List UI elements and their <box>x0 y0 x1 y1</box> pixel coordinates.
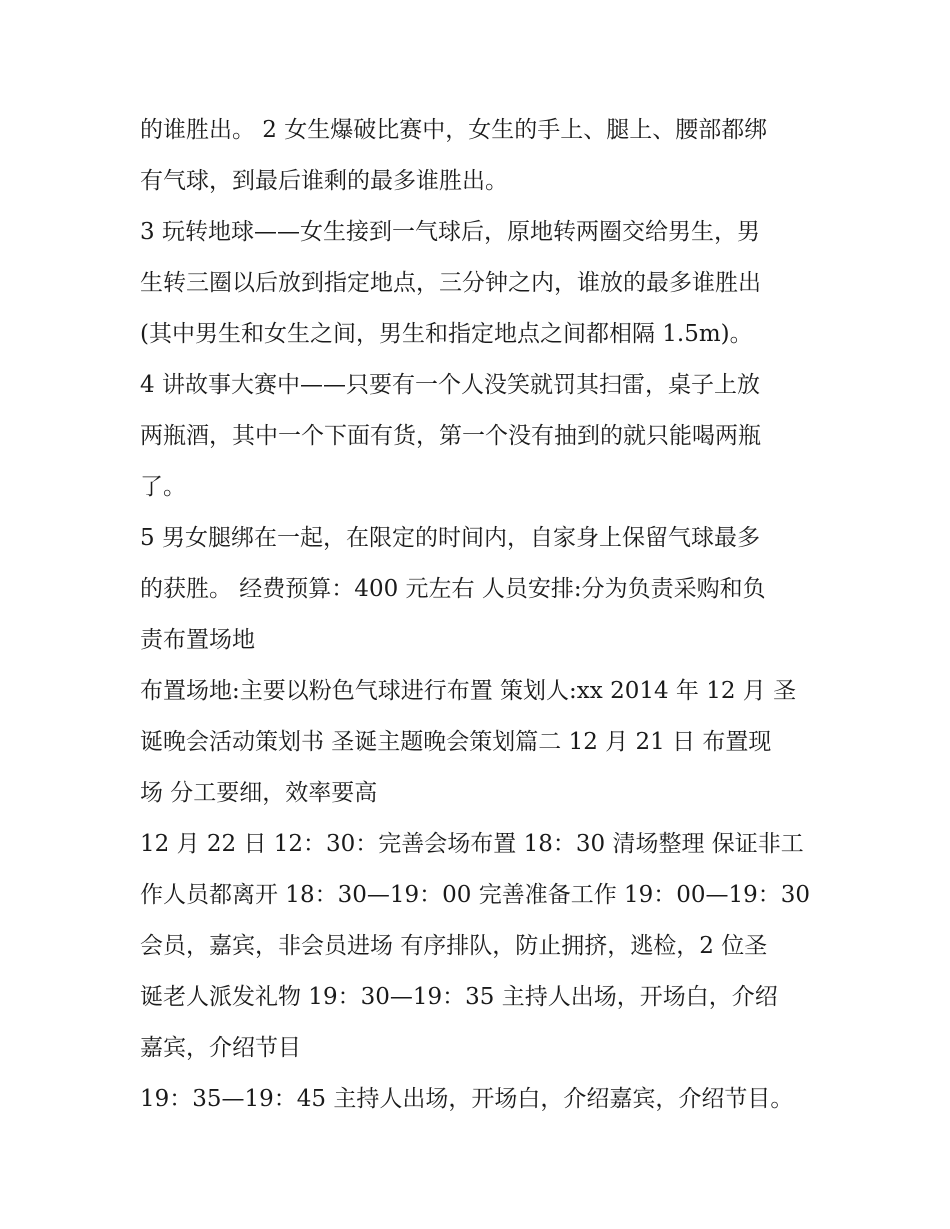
text-line-18: 诞老人派发礼物 19：30—19：35 主持人出场，开场白，介绍 <box>140 984 778 1010</box>
text-line-4: 生转三圈以后放到指定地点，三分钟之内，谁放的最多谁胜出 <box>140 270 761 296</box>
text-line-7: 两瓶酒，其中一个下面有货，第一个没有抽到的就只能喝两瓶 <box>140 423 761 449</box>
text-line-13: 诞晚会活动策划书 圣诞主题晚会策划篇二 12 月 21 日 布置现 <box>140 729 772 755</box>
text-line-14: 场 分工要细，效率要高 <box>140 780 378 806</box>
document-body <box>140 105 820 1125</box>
text-line-1: 的谁胜出。 2 女生爆破比赛中，女生的手上、腿上、腰部都绑 <box>140 117 768 143</box>
text-line-17: 会员，嘉宾，非会员进场 有序排队，防止拥挤，逃检，2 位圣 <box>140 933 768 959</box>
text-line-12: 布置场地:主要以粉色气球进行布置 策划人:xx 2014 年 12 月 圣 <box>140 678 797 704</box>
text-line-11: 责布置场地 <box>140 627 255 653</box>
text-line-10: 的获胜。 经费预算：400 元左右 人员安排:分为负责采购和负 <box>140 576 766 602</box>
text-line-15: 12 月 22 日 12：30：完善会场布置 18：30 清场整理 保证非工 <box>140 831 804 857</box>
text-line-19: 嘉宾，介绍节目 <box>140 1035 301 1061</box>
text-line-6: 4 讲故事大赛中——只要有一个人没笑就罚其扫雷，桌子上放 <box>140 372 760 398</box>
text-line-9: 5 男女腿绑在一起，在限定的时间内，自家身上保留气球最多 <box>140 525 760 551</box>
text-line-2: 有气球，到最后谁剩的最多谁胜出。 <box>140 168 508 194</box>
text-line-16: 作人员都离开 18：30—19：00 完善准备工作 19：00—19：30 <box>140 882 811 908</box>
text-line-5: (其中男生和女生之间，男生和指定地点之间都相隔 1.5m)。 <box>140 321 753 347</box>
text-line-3: 3 玩转地球——女生接到一气球后，原地转两圈交给男生，男 <box>140 219 760 245</box>
text-line-8: 了。 <box>140 474 186 500</box>
text-line-20: 19：35—19：45 主持人出场，开场白，介绍嘉宾，介绍节目。 <box>140 1086 794 1112</box>
